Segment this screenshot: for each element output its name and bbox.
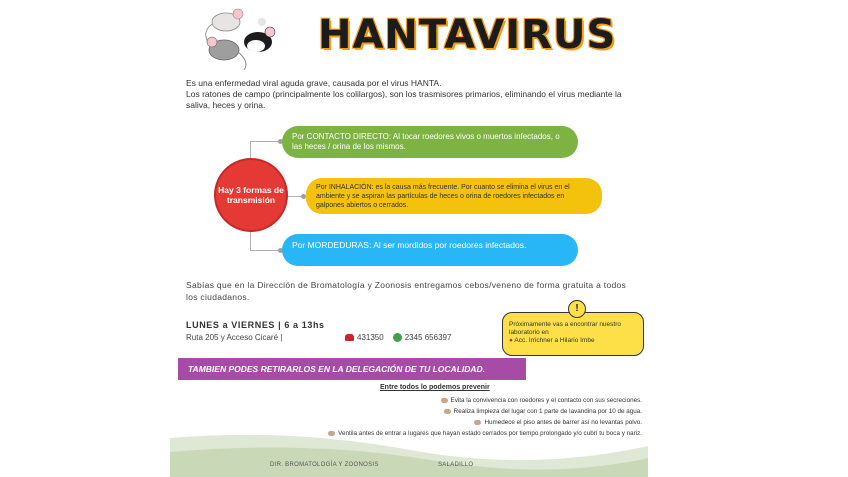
- transmission-hub: Hay 3 formas de transmisión: [216, 160, 286, 230]
- footer-wave: [170, 428, 648, 477]
- delegation-banner: TAMBIEN PODES RETIRARLOS EN LA DELEGACIÓN DE TU LOCALIDAD.: [178, 358, 526, 380]
- tips-title: Entre todos lo podemos prevenir: [380, 384, 490, 391]
- address: Ruta 205 y Acceso Cicaré |: [186, 333, 283, 342]
- contact-phones: [345, 333, 451, 342]
- schedule: LUNES a VIERNES | 6 a 13hs: [186, 320, 325, 330]
- mouse-bullet-icon: [441, 398, 448, 403]
- mouse-bullet-icon: [474, 420, 481, 425]
- lab-notice-text: Próximamente vas a encontrar nuestro laboratorio en: [509, 321, 621, 336]
- intro-line-2: Los ratones de campo (principalmente los colilargos), son los trasmisores primarios, eliminando el virus mediante la saliva, heces y orina.: [186, 89, 622, 110]
- exclamation-icon: !: [568, 300, 586, 318]
- poster: [170, 0, 648, 477]
- lab-notice-address: Acc. Irrichner a Hilario Imbe: [514, 337, 595, 344]
- list-item: Ventila antes de entrar a lugares que hayan estado cerrados por tiempo prolongado y/o cubrí tu boca y nariz.: [232, 428, 642, 439]
- intro-line-1: Es una enfermedad viral aguda grave, causada por el virus HANTA.: [186, 78, 442, 88]
- phone-number: 431350: [357, 333, 384, 342]
- list-item: Humedece el piso antes de barrer así no levantas polvo.: [232, 417, 642, 428]
- phone-icon: [345, 334, 354, 341]
- connector-line-top: [250, 141, 283, 162]
- whatsapp-number: 2345 656397: [404, 333, 452, 342]
- lab-notice-box: [502, 312, 644, 356]
- contacto-directo-bubble: Por CONTACTO DIRECTO: Al tocar roedores vivos o muertos infectados, o las heces / orina de los mismos.: [282, 126, 578, 158]
- list-item: Evita la convivencia con roedores y el contacto con sus secreciones.: [232, 395, 642, 406]
- mouse-bullet-icon: [444, 409, 451, 414]
- page-title: HANTAVIRUS: [318, 12, 617, 58]
- inhalacion-bubble: Por INHALACIÓN: es la causa más frecuente. Por cuanto se elimina el virus en el ambiente y se aspiran las partículas de heces o orina de roedores infectados en galpones abiertos o cerrados.: [306, 178, 602, 214]
- mice-illustration-icon: [200, 2, 282, 72]
- info-text: Sabías que en la Dirección de Bromatología y Zoonosis entregamos cebos/veneno de forma gratuita a todos los ciudadanos.: [186, 280, 627, 302]
- intro-text: [186, 78, 640, 111]
- mordeduras-bubble: Por MORDEDURAS: Al ser mordidos por roedores infectados.: [282, 234, 578, 266]
- location-pin-icon: ●: [509, 337, 513, 344]
- whatsapp-icon: [393, 333, 402, 342]
- list-item: Realiza limpieza del lugar con 1 parte de lavandina por 10 de agua.: [232, 406, 642, 417]
- footer-department: DIR. BROMATOLOGÍA Y ZOONOSIS: [270, 462, 379, 468]
- footer-municipality: SALADILLO: [438, 462, 474, 468]
